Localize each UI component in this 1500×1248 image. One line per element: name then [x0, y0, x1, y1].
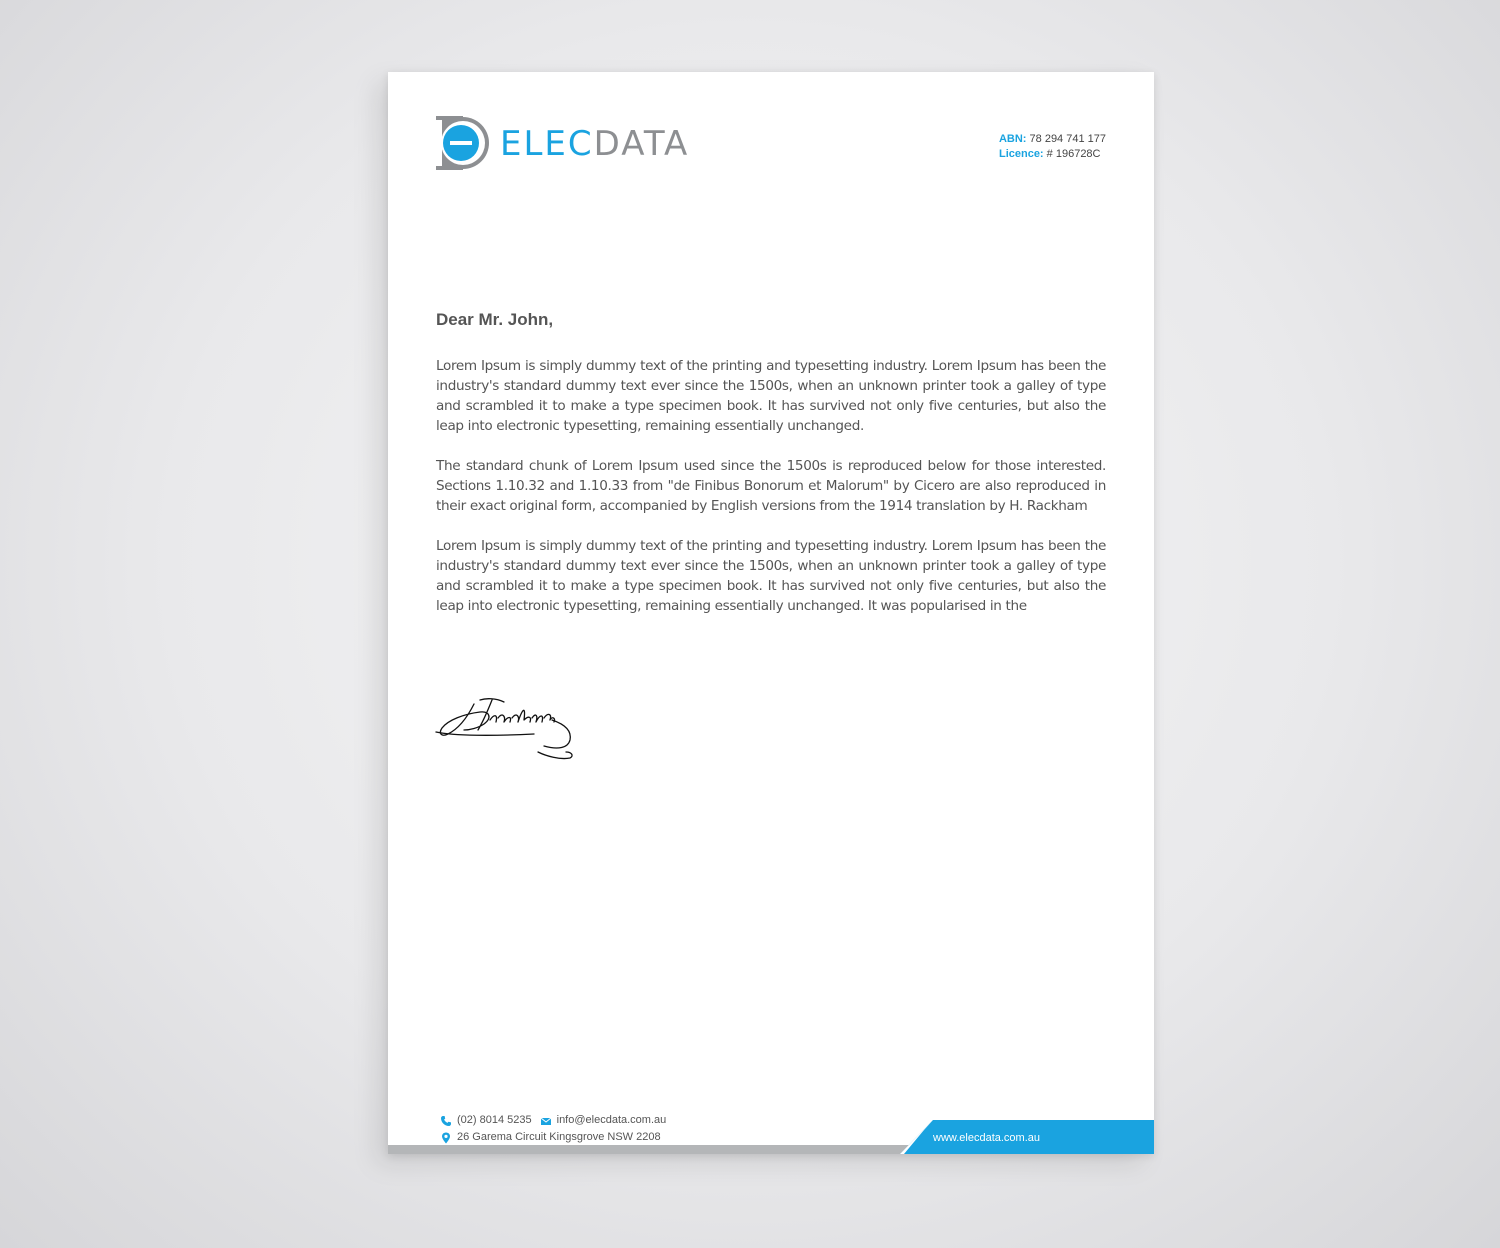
- company-name-part1: ELEC: [500, 124, 594, 164]
- company-registration: [999, 132, 1106, 162]
- letterhead-page: [388, 72, 1154, 1154]
- licence-value: # 196728C: [1046, 148, 1101, 160]
- letter-body: [436, 356, 1106, 636]
- letter-paragraph: Lorem Ipsum is simply dummy text of the printing and typesetting industry. Lorem Ipsum has been the industry's standard dummy text ever since the 1500s, when an unknown printer took a galley of type and scrambled it to make a type specimen book. It has survived not only five centuries, but also the leap into electronic typesetting, remaining essentially unchanged.: [436, 358, 1106, 434]
- abn-line: [999, 132, 1106, 147]
- street-address: 26 Garema Circuit Kingsgrove NSW 2208: [457, 1131, 661, 1143]
- licence-line: [999, 147, 1106, 162]
- website-link[interactable]: www.elecdata.com.au: [933, 1132, 1040, 1144]
- company-name-part2: DATA: [593, 124, 690, 164]
- abn-value: 78 294 741 177: [1029, 133, 1106, 145]
- phone-number: (02) 8014 5235: [457, 1114, 532, 1126]
- letter-salutation: Dear Mr. John,: [436, 310, 554, 329]
- letter-paragraph: Lorem Ipsum is simply dummy text of the printing and typesetting industry. Lorem Ipsum has been the industry's standard dummy text ever since the 1500s, when an unknown printer took a galley of type and scrambled it to make a type specimen book. It has survived not only five centuries, but also the leap into electronic typesetting, remaining essentially unchanged. It was popularised in the: [436, 538, 1106, 614]
- licence-label: Licence:: [998, 148, 1044, 160]
- company-logo: [436, 116, 736, 172]
- email-address: info@elecdata.com.au: [556, 1114, 667, 1126]
- signature: [434, 690, 584, 770]
- letter-paragraph: The standard chunk of Lorem Ipsum used since the 1500s is reproduced below for those interested. Sections 1.10.32 and 1.10.33 from "de Finibus Bonorum et Malorum" by Cicero are also reproduced in their exact original form, accompanied by English versions from the 1914 translation by H. Rackham: [436, 458, 1106, 514]
- company-name: [500, 124, 689, 164]
- elecdata-logo-icon: [436, 116, 490, 170]
- abn-label: ABN:: [998, 133, 1027, 145]
